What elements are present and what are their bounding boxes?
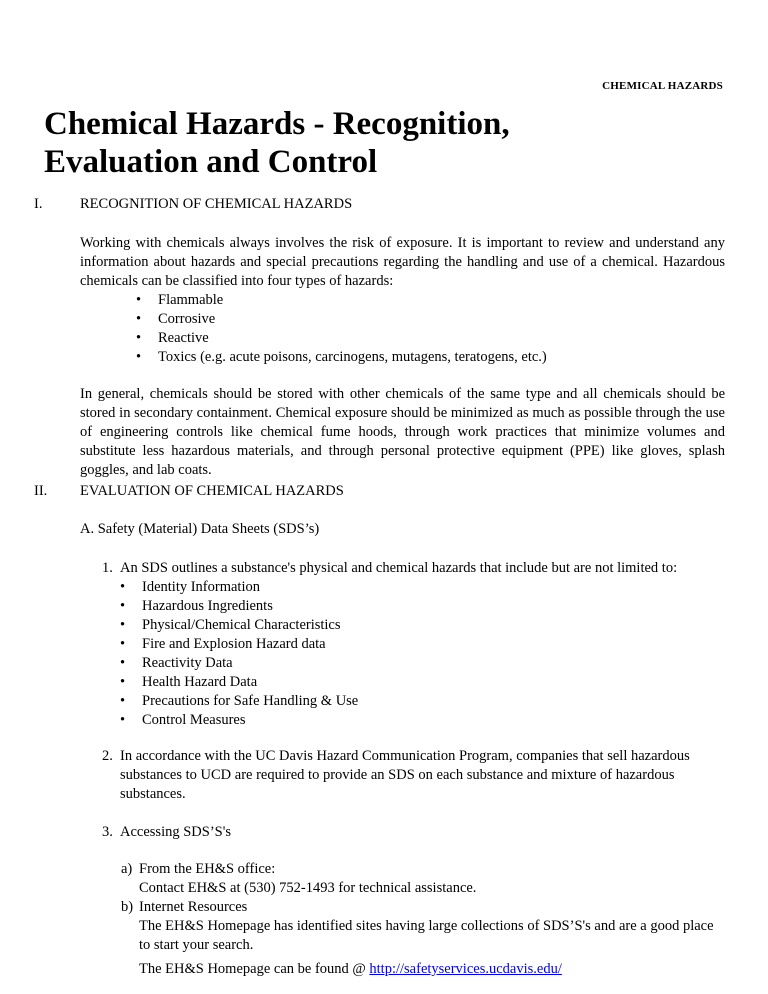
section-2-heading: EVALUATION OF CHEMICAL HAZARDS xyxy=(80,483,344,499)
title-line-1: Chemical Hazards - Recognition, xyxy=(44,106,510,142)
list-item: • Reactive xyxy=(136,329,547,348)
section-2-number: II. xyxy=(34,483,48,499)
list-item: • Flammable xyxy=(136,291,547,310)
list-item: • Precautions for Safe Handling & Use xyxy=(120,692,358,711)
list-item: • Identity Information xyxy=(120,578,358,597)
list-item: • Hazardous Ingredients xyxy=(120,597,358,616)
homepage-prefix: The EH&S Homepage can be found @ xyxy=(139,961,370,977)
title-line-2: Evaluation and Control xyxy=(44,144,378,180)
item-3-number: 3. xyxy=(102,824,113,840)
item-3b-line-1: Internet Resources xyxy=(139,899,248,915)
list-item: • Toxics (e.g. acute poisons, carcinogens, mutagens, teratogens, etc.) xyxy=(136,348,547,367)
list-item: • Health Hazard Data xyxy=(120,673,358,692)
item-3a-letter: a) xyxy=(121,861,133,877)
list-item: • Physical/Chemical Characteristics xyxy=(120,616,358,635)
item-3a-line-1: From the EH&S office: xyxy=(139,861,276,877)
item-3a-line-2: Contact EH&S at (530) 752-1493 for technical assistance. xyxy=(139,880,477,896)
document-title xyxy=(44,105,644,181)
item-3a xyxy=(121,860,721,898)
section-1-number: I. xyxy=(34,196,43,212)
section-1-heading: RECOGNITION OF CHEMICAL HAZARDS xyxy=(80,196,353,212)
item-3b-line-2: The EH&S Homepage has identified sites having large collections of SDS’S's and are a good place to start your search. xyxy=(139,918,714,953)
item-1-text: An SDS outlines a substance's physical and chemical hazards that include but are not limited to: xyxy=(120,560,678,576)
subsection-a-heading: A. Safety (Material) Data Sheets (SDS’s) xyxy=(80,521,320,537)
hazard-list xyxy=(136,291,547,367)
item-2 xyxy=(102,747,722,804)
running-header: CHEMICAL HAZARDS xyxy=(602,80,723,92)
homepage-line xyxy=(121,960,721,979)
item-2-text: In accordance with the UC Davis Hazard Communication Program, companies that sell hazardous substances to UCD are required to provide an SDS on each substance and mixture of hazardous substances. xyxy=(120,748,690,802)
section-1-paragraph-2: In general, chemicals should be stored with other chemicals of the same type and all chemicals should be stored in secondary containment. Chemical exposure should be minimized as much as possible through the use of engineering controls like chemical fume hoods, through work practices that minimize volumes and substitute less hazardous materials, and through personal protective equipment (PPE) like gloves, splash goggles, and lab coats. xyxy=(80,386,725,478)
list-item: • Control Measures xyxy=(120,711,358,730)
item-2-number: 2. xyxy=(102,748,113,764)
list-item: • Corrosive xyxy=(136,310,547,329)
section-1-intro: Working with chemicals always involves the risk of exposure. It is important to review and understand any information about hazards and special precautions regarding the handling and use of a chemical. Hazardous chemicals can be classified into four types of hazards: xyxy=(80,235,725,289)
item-3b xyxy=(121,898,721,955)
item-3b-letter: b) xyxy=(121,899,134,915)
list-item: • Reactivity Data xyxy=(120,654,358,673)
item-1 xyxy=(102,559,722,578)
homepage-link[interactable]: http://safetyservices.ucdavis.edu/ xyxy=(369,961,562,977)
sds-contents-list xyxy=(120,578,358,730)
item-3 xyxy=(102,823,722,842)
item-1-number: 1. xyxy=(102,560,113,576)
item-3-text: Accessing SDS’S's xyxy=(120,824,231,840)
list-item: • Fire and Explosion Hazard data xyxy=(120,635,358,654)
